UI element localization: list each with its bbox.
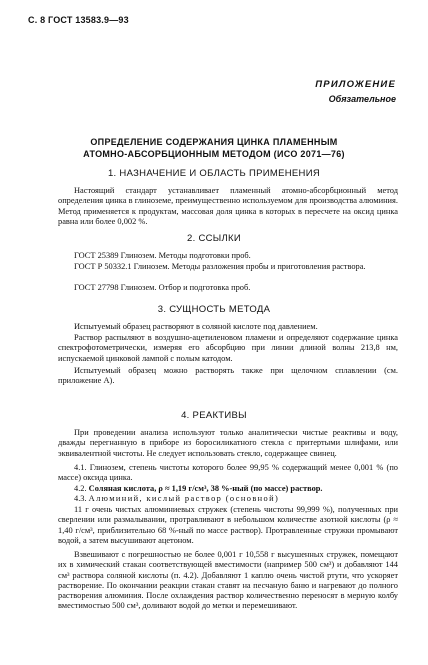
reference-1: ГОСТ 25389 Глинозем. Методы подготовки проб. xyxy=(74,251,251,260)
page-header: С. 8 ГОСТ 13583.9—93 xyxy=(28,15,129,25)
reagent-4-3-heading xyxy=(58,494,398,504)
reagent-4-1: 4.1. Глинозем, степень чистоты которого более 99,95 % содержащий менее 0,001 % (по массе) оксида цинка. xyxy=(58,463,398,483)
appendix-label-block xyxy=(315,77,396,107)
reference-2: ГОСТ Р 50332.1 Глинозем. Методы разложения пробы и приготовления раствора. xyxy=(74,262,366,271)
section-heading-reagents: 4. РЕАКТИВЫ xyxy=(181,410,247,421)
title-line-1: ОПРЕДЕЛЕНИЕ СОДЕРЖАНИЯ ЦИНКА ПЛАМЕННЫМ xyxy=(90,137,338,147)
document-title xyxy=(20,136,408,160)
reagent-4-3-title: Алюминий, кислый раствор (основной) xyxy=(88,494,280,503)
section-heading-scope: 1. НАЗНАЧЕНИЕ И ОБЛАСТЬ ПРИМЕНЕНИЯ xyxy=(107,168,321,179)
scope-paragraph: Настоящий стандарт устанавливает пламенный атомно-абсорбционный метод определения цинка в глиноземе, преимущественно используемом для производства алюминия. Метод применяется к продуктам, массовая доля цинка в которых в пересчете на оксид цинка равна или более 0,002 %. xyxy=(58,186,398,226)
reagent-4-3-body-2: Взвешивают с погрешностью не более 0,001 г 10,558 г высушенных стружек, помещают их в химический стакан соответствующей вместимости (например 500 см³) и добавляют 144 см³ раствора соляной кислоты (п. 4.2). Добавляют 1 каплю очень чистой ртути, что ускоряет растворение. По окончании реакции стакан ставят на песчаную баню и нагревают до полного растворения алюминия. После охлаждения раствор количественно переносят в мерную колбу вместимостью 500 см³, доливают водой до метки и перемешивают. xyxy=(58,550,398,611)
essence-paragraph-2: Раствор распыляют в воздушно-ацетиленовом пламени и определяют содержание цинка спектрофотометрически, измеряя его абсорбцию при линии длиной волны 213,8 нм, испускаемой цинковой лампой с полым катодом. xyxy=(58,333,398,363)
reagent-4-3-body: 11 г очень чистых алюминиевых стружек (степень чистоты 99,999 %), полученных при сверлении или размалывании, протравливают в небольшом количестве азотной кислоты (ρ ≈ 1,40 г/см³, приблизительно 68 %-ный по массе раствор). Протравленные стружки промывают водой, а затем высушивают ацетоном. xyxy=(58,505,398,545)
reagent-4-2-text: Соляная кислота, ρ ≈ 1,19 г/см³, 38 %-ный (по массе) раствор. xyxy=(88,484,323,493)
section-heading-references: 2. ССЫЛКИ xyxy=(187,233,241,244)
essence-paragraph-3: Испытуемый образец можно растворять также при щелочном сплавлении (см. приложение А). xyxy=(58,366,398,386)
reagents-intro: При проведении анализа используют только аналитически чистые реактивы и воду, дважды перегнанную в приборе из боросиликатного стекла с притертыми шлифами, или эквивалентной чистоты. Не следует использовать стекло, содержащее свинец. xyxy=(58,428,398,458)
title-line-2: АТОМНО-АБСОРБЦИОННЫМ МЕТОДОМ (ИСО 2071—76) xyxy=(83,149,345,159)
section-heading-essence: 3. СУЩНОСТЬ МЕТОДА xyxy=(157,304,271,315)
appendix-label: ПРИЛОЖЕНИЕ xyxy=(315,79,396,90)
appendix-status: Обязательное xyxy=(328,94,396,104)
reference-3: ГОСТ 27798 Глинозем. Отбор и подготовка проб. xyxy=(74,283,251,292)
reagent-4-3-number: 4.3. xyxy=(74,494,87,503)
essence-paragraph-1: Испытуемый образец растворяют в соляной кислоте под давлением. xyxy=(74,322,318,331)
reagent-4-2-number: 4.2. xyxy=(74,484,87,493)
reagent-4-2 xyxy=(58,484,398,494)
